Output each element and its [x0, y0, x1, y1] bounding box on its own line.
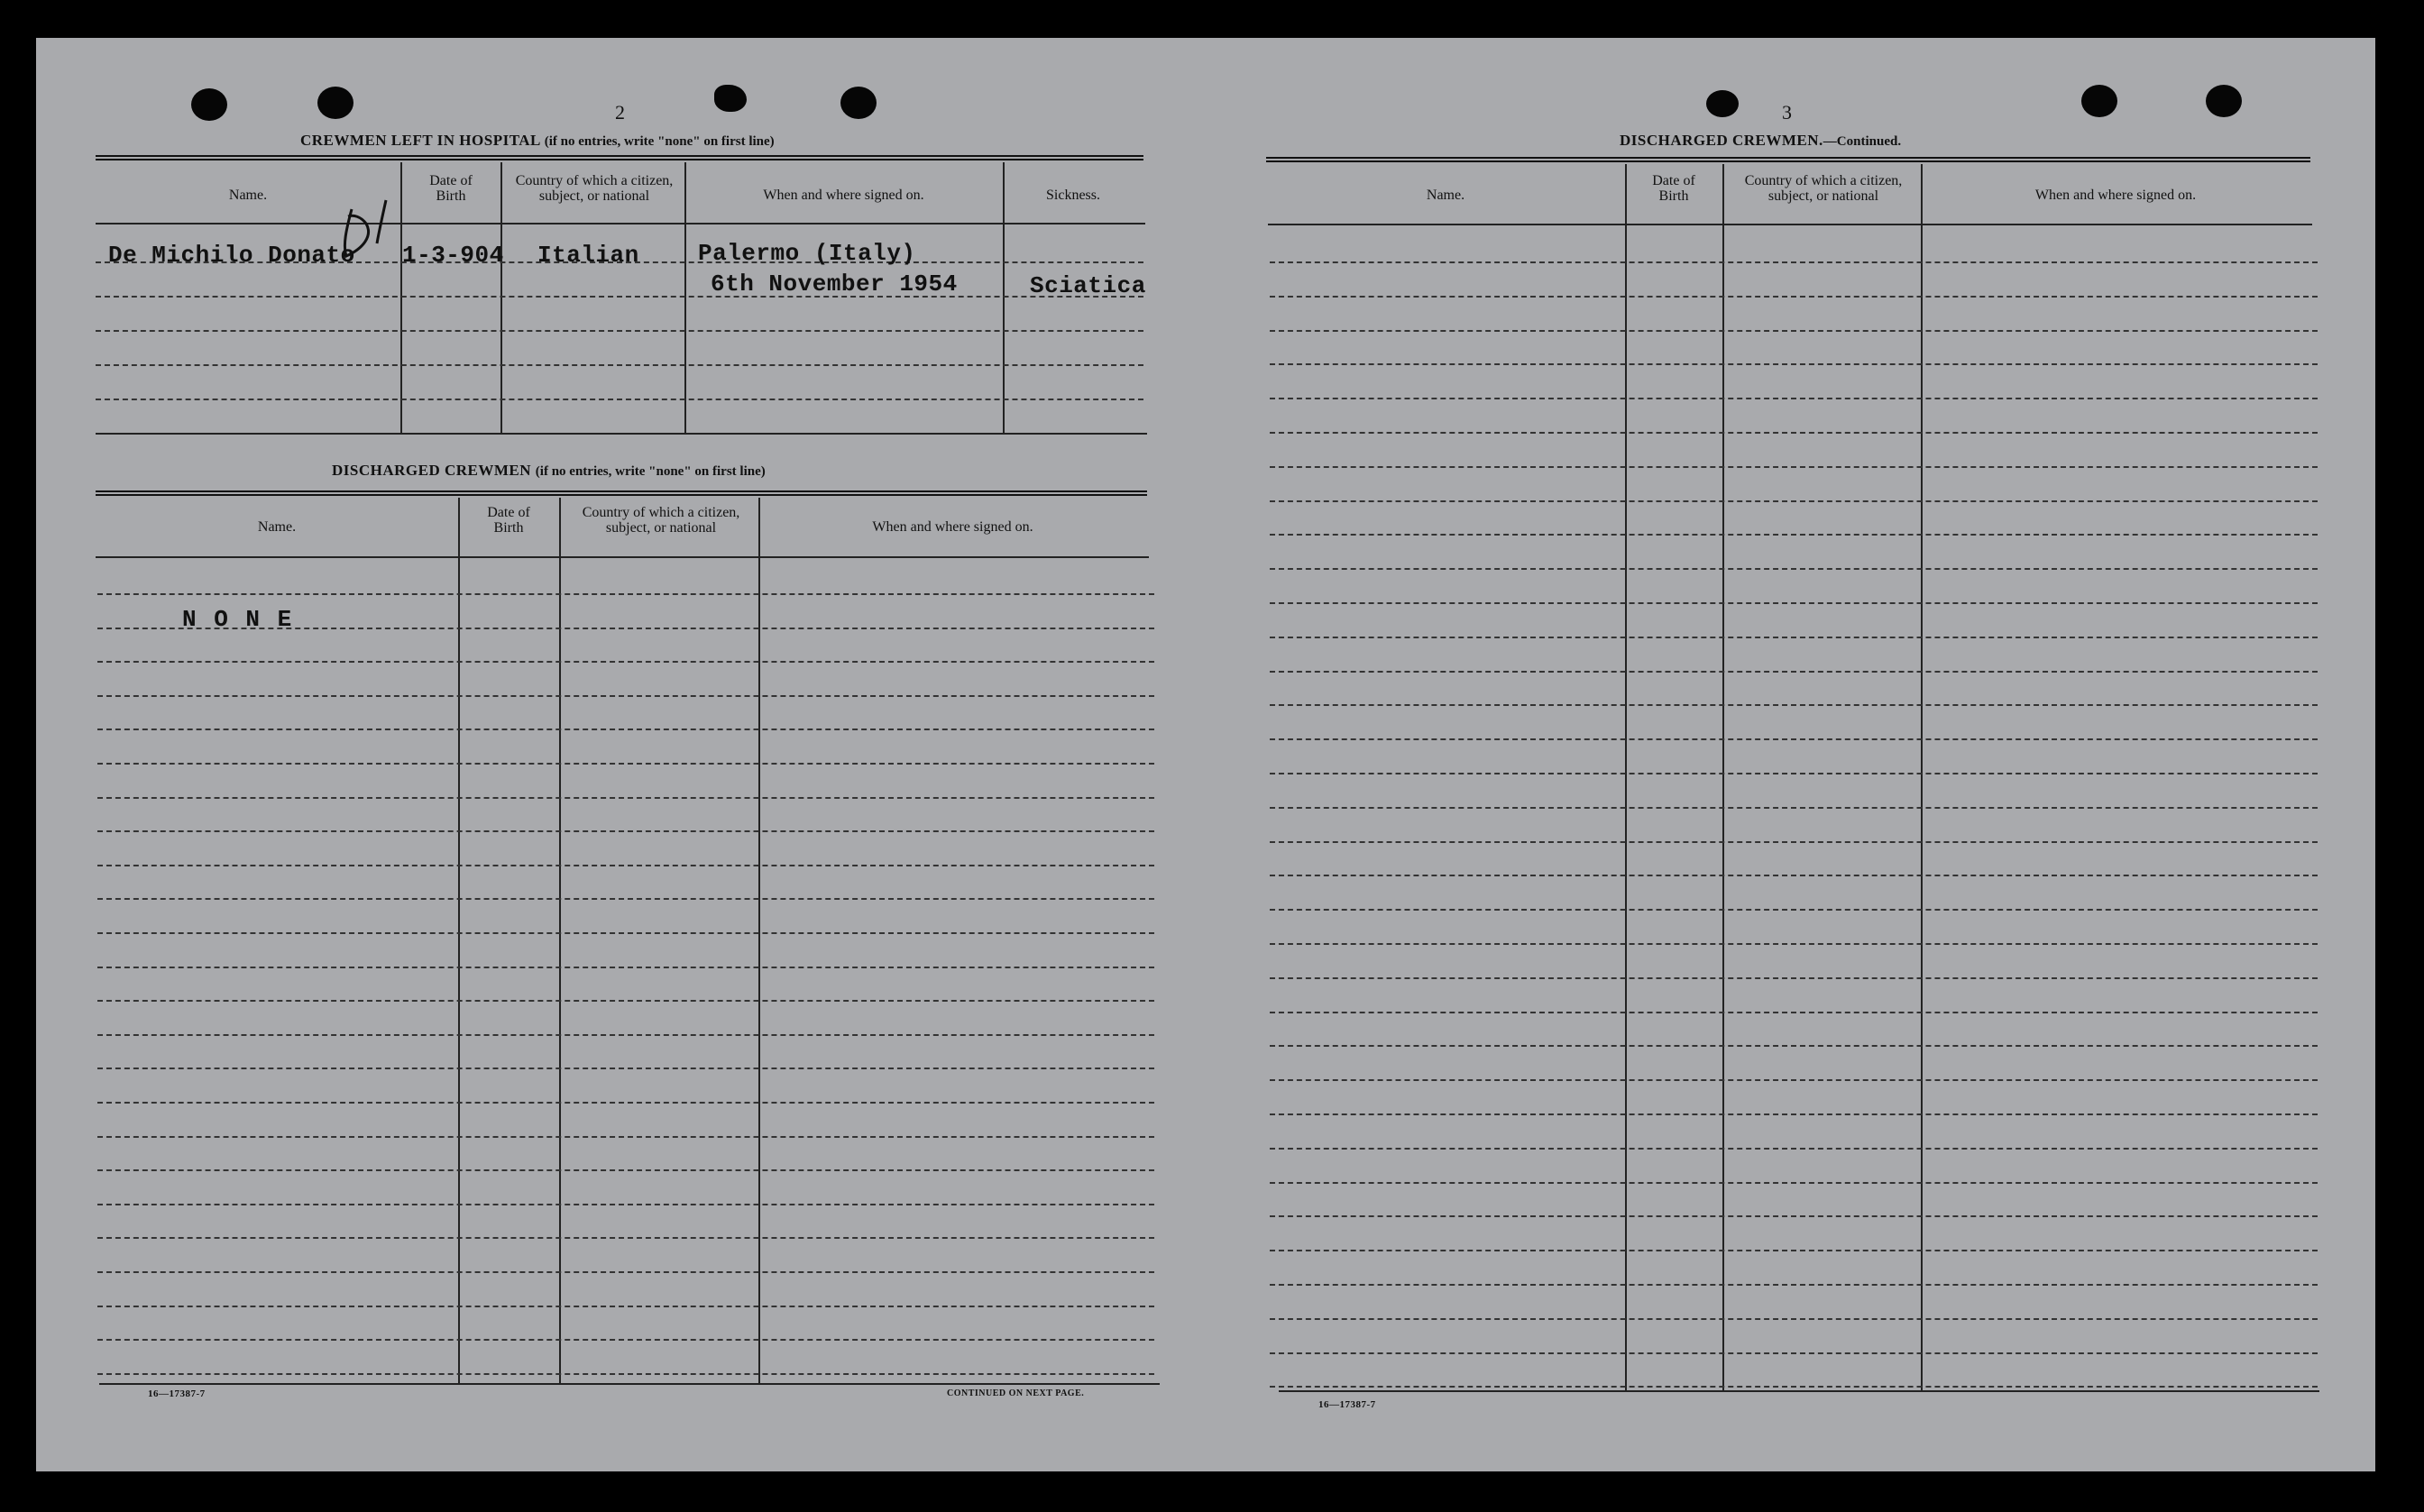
right-col-divider — [1921, 164, 1923, 1390]
ruled-line — [97, 898, 1154, 900]
ruled-line — [1270, 841, 2318, 843]
discharged-title: DISCHARGED CREWMEN — [332, 462, 532, 479]
left-footer-code: 16—17387-7 — [148, 1388, 206, 1399]
ruled-line — [97, 1136, 1154, 1138]
discharged-entry-none: N O N E — [182, 606, 294, 633]
ruled-line — [1270, 704, 2318, 706]
hospital-header-dob: Date of Birth — [429, 173, 473, 204]
ruled-line — [97, 1034, 1154, 1036]
right-bottom-rule — [1279, 1390, 2319, 1392]
ruled-line — [1270, 671, 2318, 673]
ruled-line — [96, 399, 1143, 400]
ruled-line — [97, 797, 1154, 799]
ruled-line — [97, 830, 1154, 832]
right-footer-code: 16—17387-7 — [1318, 1399, 1376, 1410]
hospital-entry-signed-date: 6th November 1954 — [711, 270, 958, 298]
right-header-name: Name. — [1426, 188, 1465, 203]
ruled-line — [1270, 943, 2318, 945]
ruled-line — [1270, 534, 2318, 536]
ruled-line — [97, 1339, 1154, 1341]
ruled-line — [97, 1306, 1154, 1307]
hospital-entry-dob: 1-3-904 — [402, 242, 504, 269]
punch-hole-icon — [840, 87, 877, 119]
ruled-line — [1270, 977, 2318, 979]
ruled-line — [1270, 432, 2318, 434]
ruled-line — [1270, 1148, 2318, 1150]
ruled-line — [1270, 807, 2318, 809]
discharged-col-divider — [758, 498, 760, 1383]
discharged-header-country: Country of which a citizen, subject, or national — [582, 505, 740, 536]
ruled-line — [1270, 1215, 2318, 1217]
hospital-entry-country: Italian — [537, 242, 639, 269]
handwritten-mark-icon — [326, 193, 408, 265]
hospital-col-divider — [500, 162, 502, 433]
ruled-line — [1270, 1386, 2318, 1388]
ruled-line — [97, 1169, 1154, 1171]
hospital-header-rule — [96, 223, 1145, 225]
right-header-dob: Date of Birth — [1652, 173, 1695, 204]
punch-hole-icon — [2081, 85, 2117, 117]
hospital-bottom-rule — [96, 433, 1147, 435]
ruled-line — [1270, 1318, 2318, 1320]
discharged-top-rule — [96, 490, 1147, 496]
hospital-top-rule — [96, 155, 1143, 160]
ruled-line — [97, 763, 1154, 765]
ruled-line — [97, 593, 1154, 595]
hospital-section-title — [300, 132, 775, 150]
punch-hole-icon — [1706, 90, 1739, 117]
ruled-line — [1270, 296, 2318, 298]
ruled-line — [1270, 637, 2318, 638]
ruled-line — [97, 932, 1154, 934]
right-header-signed: When and where signed on. — [2034, 188, 2197, 203]
discharged-header-dob: Date of Birth — [487, 505, 530, 536]
ruled-line — [1270, 738, 2318, 740]
hospital-col-divider — [684, 162, 686, 433]
ruled-line — [1270, 1250, 2318, 1251]
discharged-col-divider — [559, 498, 561, 1383]
ruled-line — [97, 695, 1154, 697]
ruled-line — [97, 1000, 1154, 1002]
hospital-col-divider — [1003, 162, 1005, 433]
ruled-line — [97, 1068, 1154, 1069]
left-page-number: 2 — [615, 101, 625, 124]
ruled-line — [97, 1204, 1154, 1205]
discharged-header-signed: When and where signed on. — [872, 519, 1033, 535]
punch-hole-icon — [317, 87, 354, 119]
hospital-header-name: Name. — [228, 188, 268, 203]
ruled-line — [1270, 875, 2318, 876]
ruled-line — [1270, 1182, 2318, 1184]
ruled-line — [1270, 500, 2318, 502]
ruled-line — [97, 865, 1154, 866]
discharged-bottom-rule — [99, 1383, 1160, 1385]
hospital-entry-name: De Michilo Donato — [108, 242, 355, 269]
hospital-header-country: Country of which a citizen, subject, or national — [515, 173, 674, 204]
ledger-sheet — [36, 38, 2375, 1471]
right-title: DISCHARGED CREWMEN. — [1620, 132, 1823, 149]
hospital-entry-sickness: Sciatica — [1030, 272, 1146, 299]
ruled-line — [1270, 466, 2318, 468]
discharged-header-name: Name. — [257, 519, 297, 535]
ruled-line — [1270, 1284, 2318, 1286]
ruled-line — [96, 296, 1143, 298]
ruled-line — [1270, 330, 2318, 332]
punch-hole-icon — [714, 85, 747, 112]
ruled-line — [97, 661, 1154, 663]
hospital-entry-signed-place: Palermo (Italy) — [698, 240, 916, 267]
ruled-line — [97, 1237, 1154, 1239]
punch-hole-icon — [191, 88, 227, 121]
hospital-header-signed: When and where signed on. — [763, 188, 924, 203]
ruled-line — [96, 364, 1143, 366]
right-title-suffix: —Continued. — [1823, 134, 1902, 149]
ruled-line — [1270, 1045, 2318, 1047]
ruled-line — [97, 1373, 1154, 1375]
ruled-line — [1270, 363, 2318, 365]
ruled-line — [97, 1102, 1154, 1104]
ruled-line — [97, 729, 1154, 730]
right-col-divider — [1625, 164, 1627, 1390]
right-top-rule — [1266, 157, 2310, 162]
hospital-header-sickness: Sickness. — [1046, 188, 1100, 203]
ruled-line — [97, 1271, 1154, 1273]
ruled-line — [97, 967, 1154, 968]
punch-hole-icon — [2206, 85, 2242, 117]
ruled-line — [1270, 568, 2318, 570]
ruled-line — [1270, 602, 2318, 604]
right-col-divider — [1722, 164, 1724, 1390]
discharged-col-divider — [458, 498, 460, 1383]
discharged-section-title — [332, 462, 766, 480]
hospital-title: CREWMEN LEFT IN HOSPITAL — [300, 132, 540, 149]
right-header-country: Country of which a citizen, subject, or national — [1744, 173, 1903, 204]
ruled-line — [1270, 1012, 2318, 1013]
discharged-header-rule — [96, 556, 1149, 558]
discharged-title-note: (if no entries, write "none" on first line) — [535, 464, 766, 479]
ruled-line — [96, 330, 1143, 332]
right-section-title — [1620, 132, 1901, 150]
ruled-line — [1270, 909, 2318, 911]
ruled-line — [1270, 773, 2318, 774]
ruled-line — [1270, 261, 2318, 263]
right-header-rule — [1268, 224, 2312, 225]
ruled-line — [1270, 398, 2318, 399]
ruled-line — [1270, 1352, 2318, 1354]
ruled-line — [1270, 1113, 2318, 1115]
ruled-line — [1270, 1079, 2318, 1081]
left-footer-continued: CONTINUED ON NEXT PAGE. — [947, 1388, 1085, 1398]
right-page-number: 3 — [1782, 101, 1792, 124]
hospital-title-note: (if no entries, write "none" on first line) — [544, 134, 775, 149]
